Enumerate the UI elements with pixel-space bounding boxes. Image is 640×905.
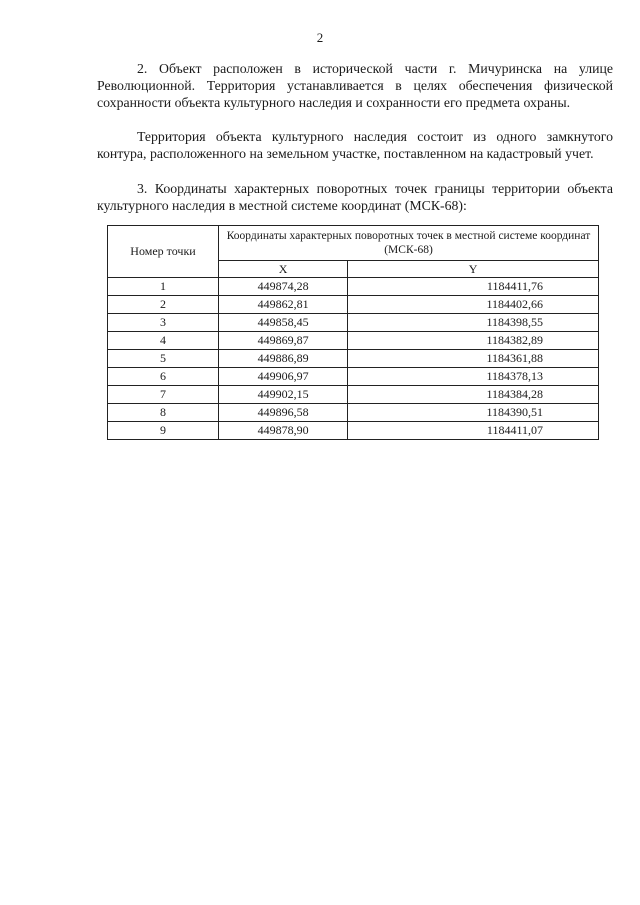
table-row xyxy=(108,386,599,404)
paragraph-territory: Территория объекта культурного наследия состоит из одного замкнутого контура, расположенного на земельном участке, поставленном на кадастровый учет. xyxy=(97,129,613,161)
point-number: 5 xyxy=(108,350,219,368)
coord-x: 449862,81 xyxy=(219,296,348,314)
coord-x: 449869,87 xyxy=(219,332,348,350)
coord-y: 1184398,55 xyxy=(348,314,599,332)
table-row xyxy=(108,368,599,386)
table-row xyxy=(108,278,599,296)
table-row xyxy=(108,404,599,422)
paragraph-coordinates-intro: 3. Координаты характерных поворотных точек границы территории объекта культурного наследия в местной системе координат (МСК-68): xyxy=(97,181,613,213)
point-number: 9 xyxy=(108,422,219,440)
table-row xyxy=(108,314,599,332)
coordinates-table xyxy=(107,225,599,440)
point-number: 2 xyxy=(108,296,219,314)
header-x: X xyxy=(219,261,348,278)
table-row xyxy=(108,296,599,314)
header-point-number: Номер точки xyxy=(108,226,219,278)
point-number: 6 xyxy=(108,368,219,386)
coord-y: 1184411,76 xyxy=(348,278,599,296)
point-number: 4 xyxy=(108,332,219,350)
table-row xyxy=(108,350,599,368)
header-y: Y xyxy=(348,261,599,278)
table-header-row xyxy=(108,226,599,261)
header-coordinates: Координаты характерных поворотных точек в местной системе координат (МСК-68) xyxy=(219,226,599,261)
page-number: 2 xyxy=(316,30,324,45)
coord-x: 449886,89 xyxy=(219,350,348,368)
coord-x: 449902,15 xyxy=(219,386,348,404)
coord-y: 1184378,13 xyxy=(348,368,599,386)
coord-x: 449896,58 xyxy=(219,404,348,422)
coord-x: 449906,97 xyxy=(219,368,348,386)
point-number: 8 xyxy=(108,404,219,422)
coord-y: 1184411,07 xyxy=(348,422,599,440)
coord-y: 1184382,89 xyxy=(348,332,599,350)
point-number: 1 xyxy=(108,278,219,296)
paragraph-location: 2. Объект расположен в исторической части г. Мичуринска на улице Революционной. Территория устанавливается в целях обеспечения физической сохранности объекта культурного наследия и сохранности его предмета охраны. xyxy=(97,61,613,110)
point-number: 7 xyxy=(108,386,219,404)
table-row xyxy=(108,422,599,440)
table-row xyxy=(108,332,599,350)
coord-x: 449874,28 xyxy=(219,278,348,296)
coord-y: 1184384,28 xyxy=(348,386,599,404)
coord-y: 1184402,66 xyxy=(348,296,599,314)
coord-x: 449878,90 xyxy=(219,422,348,440)
point-number: 3 xyxy=(108,314,219,332)
coord-x: 449858,45 xyxy=(219,314,348,332)
coord-y: 1184361,88 xyxy=(348,350,599,368)
coord-y: 1184390,51 xyxy=(348,404,599,422)
